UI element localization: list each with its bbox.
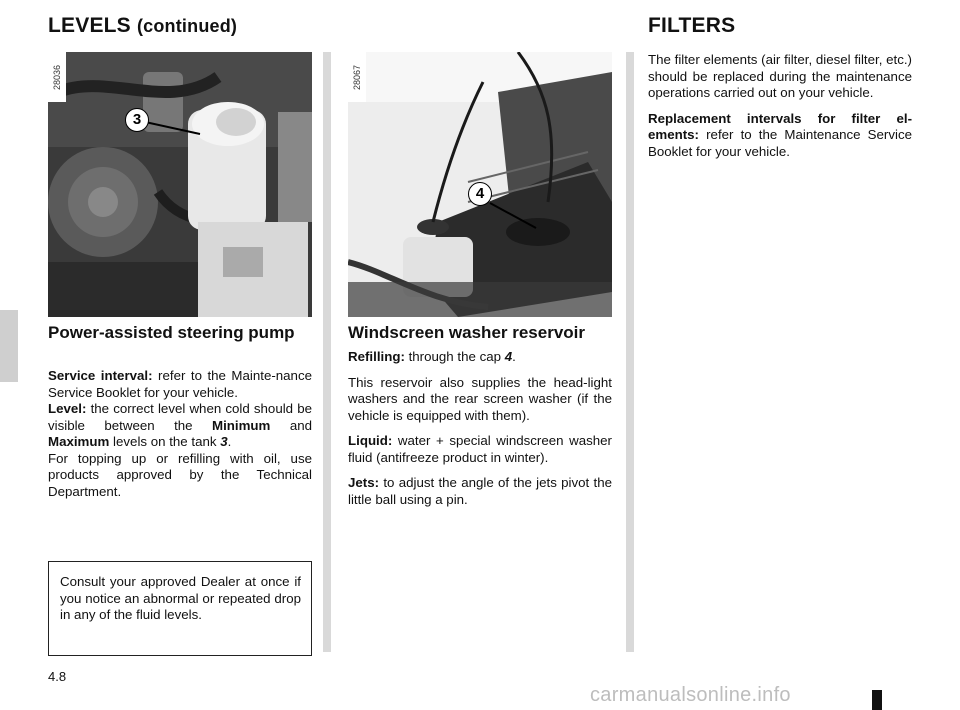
washer-heading: Windscreen washer reservoir bbox=[348, 323, 586, 342]
liquid-label: Liquid: bbox=[348, 433, 393, 448]
steering-body: Service interval: refer to the Mainte-nance Service Booklet for your vehicle. Level: the correct level when cold should be visible between the Minimum and Maximum levels on the tank 3. For topping up or refilling with oil, use products approved by the Technical Department. bbox=[48, 368, 312, 499]
refilling-label: Refilling: bbox=[348, 349, 405, 364]
photo-code-middle: 28067 bbox=[348, 52, 366, 102]
level-and: and bbox=[289, 417, 312, 433]
jets-text: to adjust the angle of the jets pivot the little ball using a pin. bbox=[348, 475, 612, 507]
dealer-note-text: Consult your approved Dealer at once if you notice an abnormal or repeated drop in any of the fluid levels. bbox=[60, 574, 301, 622]
steering-heading: Power-assisted steering pump bbox=[48, 323, 295, 342]
level-text-2: levels on the tank bbox=[113, 434, 217, 449]
section-title-levels bbox=[48, 14, 237, 38]
engine-photo-washer bbox=[348, 52, 612, 317]
engine-photo-steering bbox=[48, 52, 312, 317]
corner-mark bbox=[872, 690, 882, 710]
level-label: Level: bbox=[48, 401, 87, 416]
level-maximum: Maximum bbox=[48, 434, 110, 449]
levels-title-suffix: (continued) bbox=[136, 16, 238, 36]
level-minimum: Minimum bbox=[212, 417, 271, 433]
levels-title: LEVELS bbox=[48, 14, 131, 37]
liquid-text: water + special windscreen washer fluid (antifreeze product in winter). bbox=[348, 433, 612, 465]
callout-4: 4 bbox=[468, 182, 492, 206]
topping-text: For topping up or refilling with oil, use products approved by the Technical Department. bbox=[48, 450, 312, 499]
photo-code-left: 28036 bbox=[48, 52, 66, 102]
column-divider-right bbox=[626, 52, 634, 652]
refilling-ref: 4 bbox=[504, 349, 513, 364]
filters-intro: The filter elements (air filter, diesel filter, etc.) should be replaced during the maintenance operations carried out on your vehicle. bbox=[648, 52, 912, 100]
page-number: 4.8 bbox=[48, 669, 67, 684]
section-title-filters: FILTERS bbox=[648, 14, 736, 37]
jets-label: Jets: bbox=[348, 475, 380, 490]
service-interval-label: Service interval: bbox=[48, 368, 153, 383]
dealer-note-box bbox=[48, 561, 312, 656]
supplies-text: This reservoir also supplies the head-light washers and the rear screen washer (if the vehicle is equipped with them). bbox=[348, 374, 612, 423]
chapter-tab bbox=[0, 310, 18, 382]
filters-body bbox=[648, 52, 912, 169]
level-text-1: the correct level when cold should be visible between the bbox=[48, 401, 312, 433]
level-ref: 3 bbox=[220, 434, 228, 449]
washer-body: Refilling: through the cap 4. This reservoir also supplies the head-light washers and the rear screen washer (if the vehicle is equipped with them). Liquid: water + special windscreen washer fluid (antifreeze product in winter). Jets: to adjust the angle of the jets pivot the little ball using a pin. bbox=[348, 349, 612, 507]
replacement-text: refer to the Maintenance Service Booklet for your vehicle. bbox=[648, 127, 912, 159]
callout-3: 3 bbox=[125, 108, 149, 132]
refilling-text: through the cap bbox=[408, 349, 502, 364]
watermark: carmanualsonline.info bbox=[590, 684, 791, 706]
replacement-label: Replacement intervals for filter el-ements: bbox=[648, 110, 912, 142]
column-divider-left bbox=[323, 52, 331, 652]
service-interval-text: refer to the Mainte-nance Service Booklet for your vehicle. bbox=[48, 368, 312, 400]
engine-illustration bbox=[48, 52, 312, 317]
